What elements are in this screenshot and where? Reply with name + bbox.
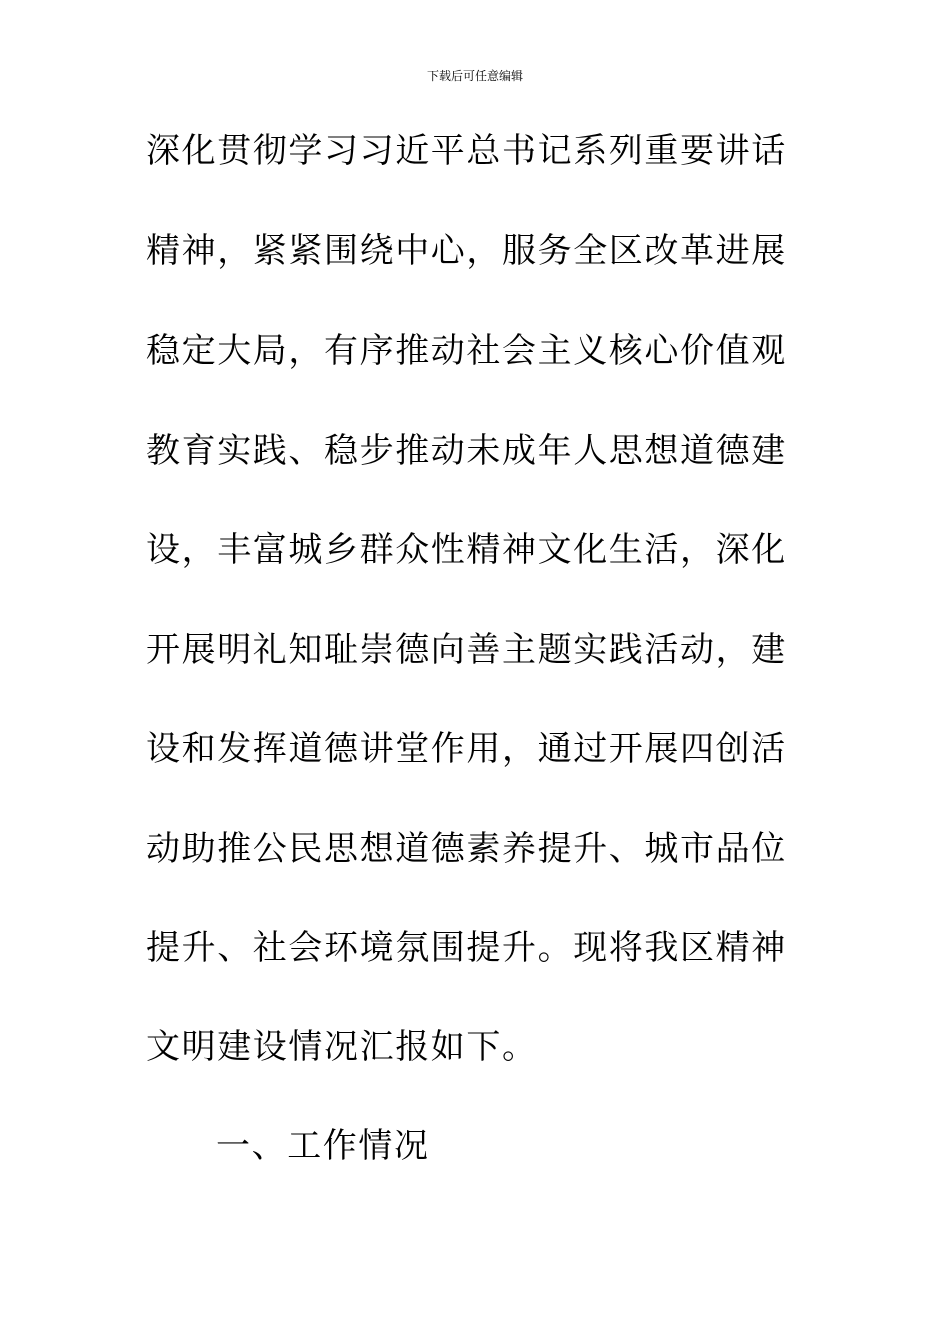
paragraph-line: 动助推公民思想道德素养提升、城市品位 <box>146 829 787 869</box>
paragraph-line: 设和发挥道德讲堂作用，通过开展四创活 <box>146 729 787 769</box>
paragraph-line: 教育实践、稳步推动未成年人思想道德建 <box>146 431 787 471</box>
paragraph-line: 提升、社会环境氛围提升。现将我区精神 <box>146 928 787 968</box>
paragraph-line: 精神，紧紧围绕中心，服务全区改革进展 <box>146 231 787 271</box>
paragraph-line: 稳定大局，有序推动社会主义核心价值观 <box>146 331 787 371</box>
paragraph-line: 设，丰富城乡群众性精神文化生活，深化 <box>146 530 787 570</box>
section-heading: 一、工作情况 <box>216 1126 430 1166</box>
paragraph-line: 开展明礼知耻崇德向善主题实践活动，建 <box>146 630 787 670</box>
paragraph-line: 深化贯彻学习习近平总书记系列重要讲话 <box>146 131 787 171</box>
page-header-note: 下载后可任意编辑 <box>426 69 523 83</box>
paragraph-line: 文明建设情况汇报如下。 <box>146 1027 538 1067</box>
